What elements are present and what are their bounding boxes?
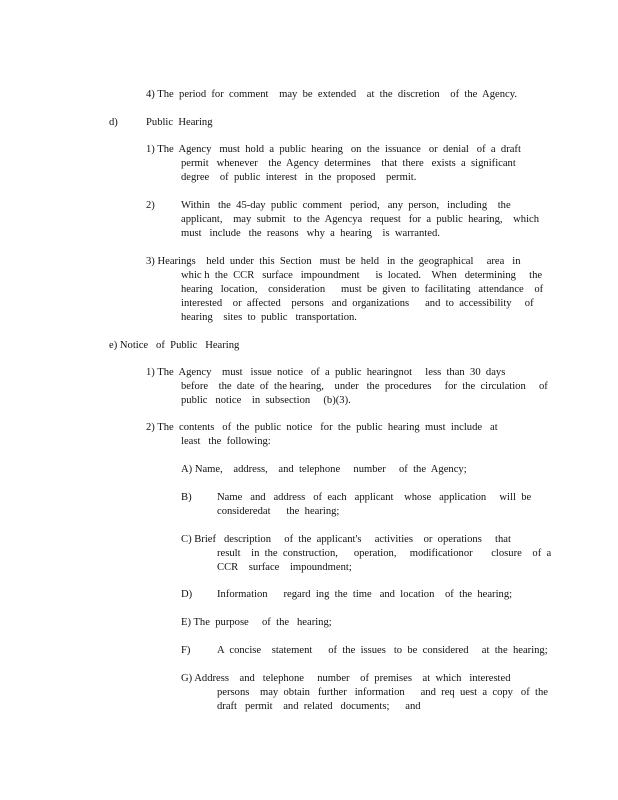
item-e2c-line-1: C) Brief description of the applicant's activities or operations that bbox=[181, 534, 511, 545]
item-e2b-line-2: consideredat the hearing; bbox=[217, 506, 340, 517]
item-e2a-text: A) Name, address, and telephone number of the Agency; bbox=[181, 464, 467, 475]
item-e2g-line-1: G) Address and telephone number of premises at which interested bbox=[181, 673, 511, 684]
item-d2-line-1: Within the 45-day public comment period, any person, including the bbox=[181, 200, 511, 211]
item-e1-line-3: public notice in subsection (b)(3). bbox=[181, 395, 351, 406]
item-d3-line-3: hearing location, consideration must be given to facilitating attendance of bbox=[181, 284, 544, 295]
item-e2-line-2: least the following: bbox=[181, 436, 271, 447]
section-e-heading: e) Notice of Public Hearing bbox=[109, 340, 240, 351]
item-d3-line-4: interested or affected persons and organizations and to accessibility of bbox=[181, 298, 534, 309]
item-d3-line-1: 3) Hearings held under this Section must be held in the geographical area in bbox=[146, 256, 521, 267]
section-d-label: d) bbox=[109, 117, 118, 128]
item-d2-label: 2) bbox=[146, 200, 155, 211]
item-e2-line-1: 2) The contents of the public notice for the public hearing must include at bbox=[146, 422, 498, 433]
item-d2-line-2: applicant, may submit to the Agencya request for a public hearing, which bbox=[181, 214, 540, 225]
item-d3-line-5: hearing sites to public transportation. bbox=[181, 312, 357, 323]
item-e2d-label: D) bbox=[181, 589, 193, 600]
item-e1-line-1: 1) The Agency must issue notice of a public hearingnot less than 30 days bbox=[146, 367, 506, 378]
item-e2c-line-2: result in the construction, operation, modificationor closure of a bbox=[217, 548, 552, 559]
section-d-heading: Public Hearing bbox=[146, 117, 213, 128]
item-e2b-line-1: Name and address of each applicant whose application will be bbox=[217, 492, 532, 503]
item-d1-line-1: 1) The Agency must hold a public hearing on the issuance or denial of a draft bbox=[146, 144, 521, 155]
item-e2g-line-3: draft permit and related documents; and bbox=[217, 701, 421, 712]
item-d1-line-2: permit whenever the Agency determines that there exists a significant bbox=[181, 158, 516, 169]
item-d3-line-2: whic h the CCR surface impoundment is located. When determining the bbox=[181, 270, 543, 281]
item-c4-text: 4) The period for comment may be extended at the discretion of the Agency. bbox=[146, 89, 517, 100]
item-e2d-text: Information regard ing the time and location of the hearing; bbox=[217, 589, 513, 600]
item-e2c-line-3: CCR surface impoundment; bbox=[217, 562, 352, 573]
item-e2f-text: A concise statement of the issues to be considered at the hearing; bbox=[217, 645, 548, 656]
item-d1-line-3: degree of public interest in the proposed permit. bbox=[181, 172, 417, 183]
item-e2f-label: F) bbox=[181, 645, 191, 656]
item-e1-line-2: before the date of the hearing, under the procedures for the circulation of bbox=[181, 381, 548, 392]
item-e2e-text: E) The purpose of the hearing; bbox=[181, 617, 332, 628]
item-d2-line-3: must include the reasons why a hearing is warranted. bbox=[181, 228, 440, 239]
item-e2b-label: B) bbox=[181, 492, 192, 503]
item-e2g-line-2: persons may obtain further information and req uest a copy of the bbox=[217, 687, 548, 698]
